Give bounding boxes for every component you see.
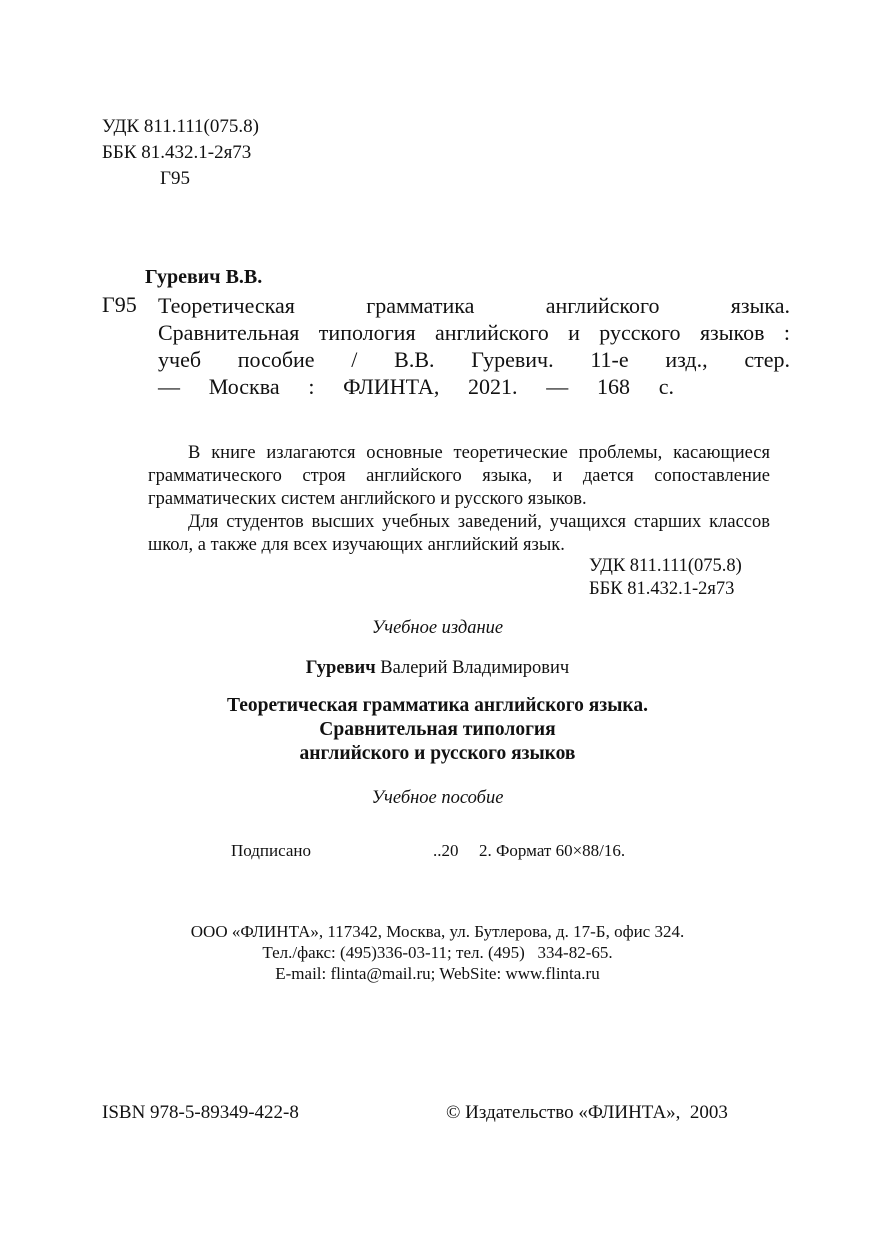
record-mark: Г95 [102,292,137,317]
edition-title-line: Теоретическая грамматика английского языка. [227,695,648,716]
signed-date: ..20 [433,841,459,860]
copyright: © Издательство «ФЛИНТА», 2003 [446,1102,728,1123]
edition-title [0,694,875,766]
author-mark: Г95 [160,168,190,189]
signed-label: Подписано [231,841,312,860]
record-author: Гуревич В.В. [145,266,263,288]
edition-author-surname: Гуревич [305,658,376,678]
record-line: Теоретическая грамматика английского языка. [158,293,790,318]
annotation-paragraph: В книге излагаются основные теоретические проблемы, касающиеся грамматического строя английского языка, и дается сопоставление грамматических систем английского и русского языков. [148,443,770,509]
record-line: Сравнительная типология английского и русского языков : [158,320,790,345]
edition-type: Учебное издание [371,618,504,638]
publisher-address: ООО «ФЛИНТА», 117342, Москва, ул. Бутлерова, д. 17-Б, офис 324. [190,922,685,941]
isbn: ISBN 978-5-89349-422-8 [102,1102,299,1123]
publisher-contacts: E-mail: flinta@mail.ru; WebSite: www.flinta.ru [275,964,600,983]
edition-genre: Учебное пособие [371,788,504,808]
annotation [148,442,770,557]
publisher-phones: Тел./факс: (495)336-03-11; тел. (495) 334-82-65. [262,943,613,962]
print-format: 2. Формат 60×88/16. [479,841,626,860]
edition-title-line: Сравнительная типология [319,719,556,740]
edition-title-line: английского и русского языков [299,743,576,764]
annotation-paragraph: Для студентов высших учебных заведений, учащихся старших классов школ, а также для всех изучающих английский язык. [148,512,770,555]
annotation-bbk: ББК 81.432.1-2я73 [589,579,735,599]
publisher-block [0,921,875,984]
record-line: учеб пособие / В.В. Гуревич. 11-е изд., стер. [158,347,790,372]
bbk-code: ББК 81.432.1-2я73 [102,142,252,163]
udk-code: УДК 811.111(075.8) [102,116,259,137]
annotation-udk: УДК 811.111(075.8) [589,556,742,576]
record-line: — Москва : ФЛИНТА, 2021. — 168 с. [158,374,674,399]
edition-author [0,658,875,679]
edition-author-name: Валерий Владимирович [375,658,570,678]
record-description [158,292,790,400]
